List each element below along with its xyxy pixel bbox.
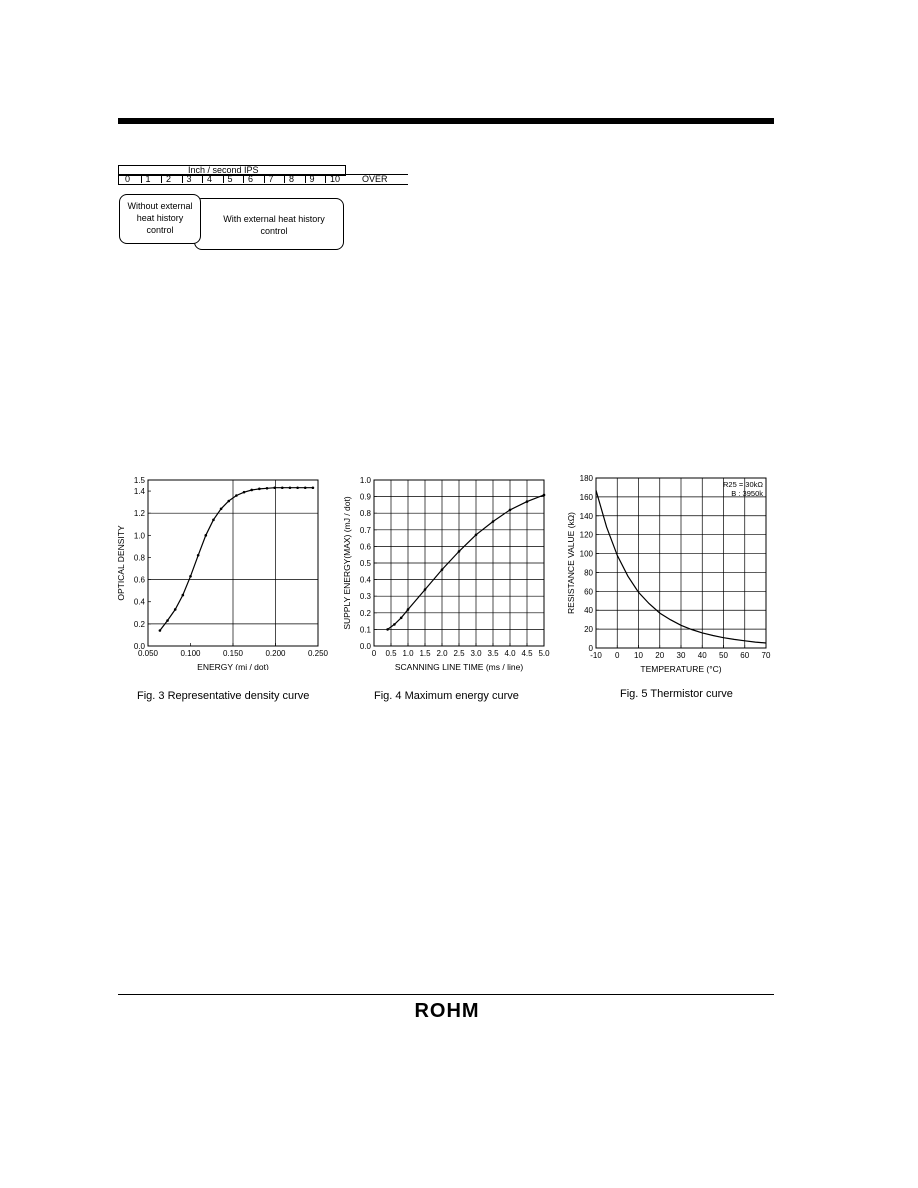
data-point [304, 486, 307, 489]
y-tick-label: 0.1 [359, 625, 371, 635]
data-point [543, 494, 546, 497]
speed-column-divider [161, 174, 162, 183]
speed-column-8: 8 [289, 174, 295, 184]
speed-column-divider [284, 174, 285, 183]
x-tick-label: 60 [740, 651, 750, 660]
y-axis-label: OPTICAL DENSITY [116, 525, 126, 601]
data-point [393, 623, 396, 626]
y-tick-label: 0.5 [359, 559, 371, 568]
speed-column-divider [264, 174, 265, 183]
x-tick-label: 0.250 [307, 649, 329, 658]
data-point [492, 520, 495, 523]
y-tick-label: 140 [579, 511, 593, 521]
data-point [250, 489, 253, 492]
y-tick-label: 0.2 [133, 619, 145, 629]
x-tick-label: 50 [719, 651, 728, 660]
speed-column-3: 3 [186, 174, 192, 184]
annotation-text: B : 3950k [731, 489, 763, 498]
with-control-bubble [194, 198, 344, 250]
data-point [235, 494, 238, 497]
speed-column-divider [325, 174, 326, 183]
y-tick-label: 0.3 [359, 592, 371, 602]
x-tick-label: 2.0 [436, 649, 448, 658]
speed-column-divider [243, 174, 244, 183]
data-point [281, 486, 284, 489]
x-tick-label: 40 [697, 651, 707, 660]
x-tick-label: 0.100 [180, 649, 201, 658]
data-point [289, 486, 292, 489]
y-tick-label: 160 [579, 492, 593, 502]
y-tick-label: 120 [579, 530, 593, 540]
data-point [407, 608, 410, 611]
y-tick-label: 0.8 [133, 553, 145, 563]
x-tick-label: 10 [634, 651, 643, 660]
energy-chart-svg [340, 470, 555, 680]
speed-column-2: 2 [166, 174, 172, 184]
data-point [273, 486, 276, 489]
top-rule [118, 118, 774, 124]
data-point [205, 534, 208, 537]
speed-column-4: 4 [207, 174, 213, 184]
footer-rule [118, 994, 774, 995]
speed-column-divider [182, 174, 183, 183]
x-tick-label: 4.0 [504, 649, 516, 658]
x-tick-label: 1.0 [402, 649, 414, 658]
data-point [227, 500, 230, 503]
y-tick-label: 1.4 [133, 487, 145, 497]
speed-column-0: 0 [125, 174, 131, 184]
speed-column-7: 7 [268, 174, 274, 184]
data-curve [388, 495, 544, 630]
y-tick-label: 0.0 [133, 642, 145, 651]
data-point [189, 575, 192, 578]
x-tick-label: -10 [590, 651, 602, 660]
speed-column-divider [202, 174, 203, 183]
data-point [424, 588, 427, 591]
y-tick-label: 0 [588, 644, 593, 653]
y-tick-label: 40 [584, 606, 593, 616]
y-tick-label: 0.9 [359, 492, 371, 502]
y-tick-label: 0.0 [359, 642, 371, 651]
x-tick-label: 30 [676, 651, 686, 660]
data-point [220, 507, 223, 510]
data-point [475, 533, 478, 536]
y-tick-label: 0.6 [133, 575, 145, 585]
x-tick-label: 0 [615, 651, 620, 660]
rohm-logo [412, 1000, 482, 1020]
x-tick-label: 70 [761, 651, 771, 660]
svg-text:ROHM: ROHM [414, 1000, 480, 1020]
data-curve [160, 488, 313, 631]
density-chart-svg [112, 470, 342, 670]
data-point [509, 509, 512, 512]
data-point [400, 616, 403, 619]
speed-column-6: 6 [248, 174, 254, 184]
y-axis-label: SUPPLY ENERGY(MAX) (mJ / dot) [342, 496, 352, 630]
data-point [258, 488, 261, 491]
data-point [182, 594, 185, 597]
x-tick-label: 3.0 [470, 649, 482, 658]
thermistor-caption: Fig. 5 Thermistor curve [620, 688, 733, 700]
annotation-text: R25 = 30kΩ [722, 480, 763, 489]
thermistor-chart [566, 468, 778, 678]
x-tick-label: 0.5 [385, 649, 397, 658]
x-tick-label: 4.5 [521, 649, 533, 658]
y-tick-label: 100 [579, 549, 593, 559]
speed-column-divider [223, 174, 224, 183]
speed-column-1: 1 [145, 174, 151, 184]
data-point [212, 519, 215, 522]
y-tick-label: 0.4 [133, 597, 145, 607]
y-tick-label: 0.4 [359, 575, 371, 585]
data-point [159, 629, 162, 632]
without-control-label: Without external heat history control [127, 201, 193, 235]
y-tick-label: 0.6 [359, 542, 371, 552]
energy-caption: Fig. 4 Maximum energy curve [374, 690, 519, 702]
speed-column-divider [141, 174, 142, 183]
data-point [166, 619, 169, 622]
data-point [441, 568, 444, 571]
y-tick-label: 80 [584, 568, 593, 578]
data-point [266, 487, 269, 490]
speed-column-9: 9 [309, 174, 315, 184]
data-point [243, 491, 246, 494]
data-point [526, 500, 529, 503]
data-point [296, 486, 299, 489]
density-caption: Fig. 3 Representative density curve [137, 690, 310, 702]
x-tick-label: 2.5 [453, 649, 465, 658]
speed-column-5: 5 [227, 174, 233, 184]
with-control-label: With external heat history control [223, 214, 325, 236]
without-control-bubble [119, 194, 201, 244]
y-tick-label: 1.2 [133, 509, 145, 519]
speed-column-divider [305, 174, 306, 183]
x-axis-label: TEMPERATURE (°C) [640, 664, 722, 674]
y-axis-label: RESISTANCE VALUE (kΩ) [566, 512, 576, 614]
x-tick-label: 0.050 [137, 649, 159, 658]
x-axis-label: ENERGY (mj / dot) [197, 662, 269, 670]
y-tick-label: 1.5 [133, 476, 145, 485]
data-point [197, 554, 200, 557]
x-tick-label: 0.150 [222, 649, 244, 658]
x-tick-label: 3.5 [487, 649, 499, 658]
speed-table [118, 160, 418, 260]
y-tick-label: 1.0 [133, 531, 145, 541]
data-point [312, 486, 315, 489]
speed-column-10: 10 [330, 174, 341, 184]
data-point [458, 550, 461, 553]
energy-chart [340, 470, 555, 680]
y-tick-label: 60 [584, 587, 593, 597]
x-tick-label: 0.200 [265, 649, 286, 658]
thermistor-chart-svg [566, 468, 778, 678]
over-label: OVER [362, 174, 388, 184]
y-tick-label: 0.7 [359, 525, 371, 535]
y-tick-label: 180 [579, 474, 593, 483]
x-tick-label: 1.5 [419, 649, 431, 658]
speed-header-label: Inch / second IPS [188, 165, 259, 175]
density-chart [112, 470, 342, 670]
x-tick-label: 5.0 [538, 649, 550, 658]
y-tick-label: 0.8 [359, 509, 371, 519]
y-tick-label: 20 [584, 625, 593, 635]
data-point [174, 608, 177, 611]
x-tick-label: 20 [655, 651, 665, 660]
x-tick-label: 0 [371, 649, 377, 658]
data-point [386, 628, 389, 631]
x-axis-label: SCANNING LINE TIME (ms / line) [394, 662, 524, 672]
y-tick-label: 0.2 [359, 608, 371, 618]
y-tick-label: 1.0 [359, 476, 371, 485]
